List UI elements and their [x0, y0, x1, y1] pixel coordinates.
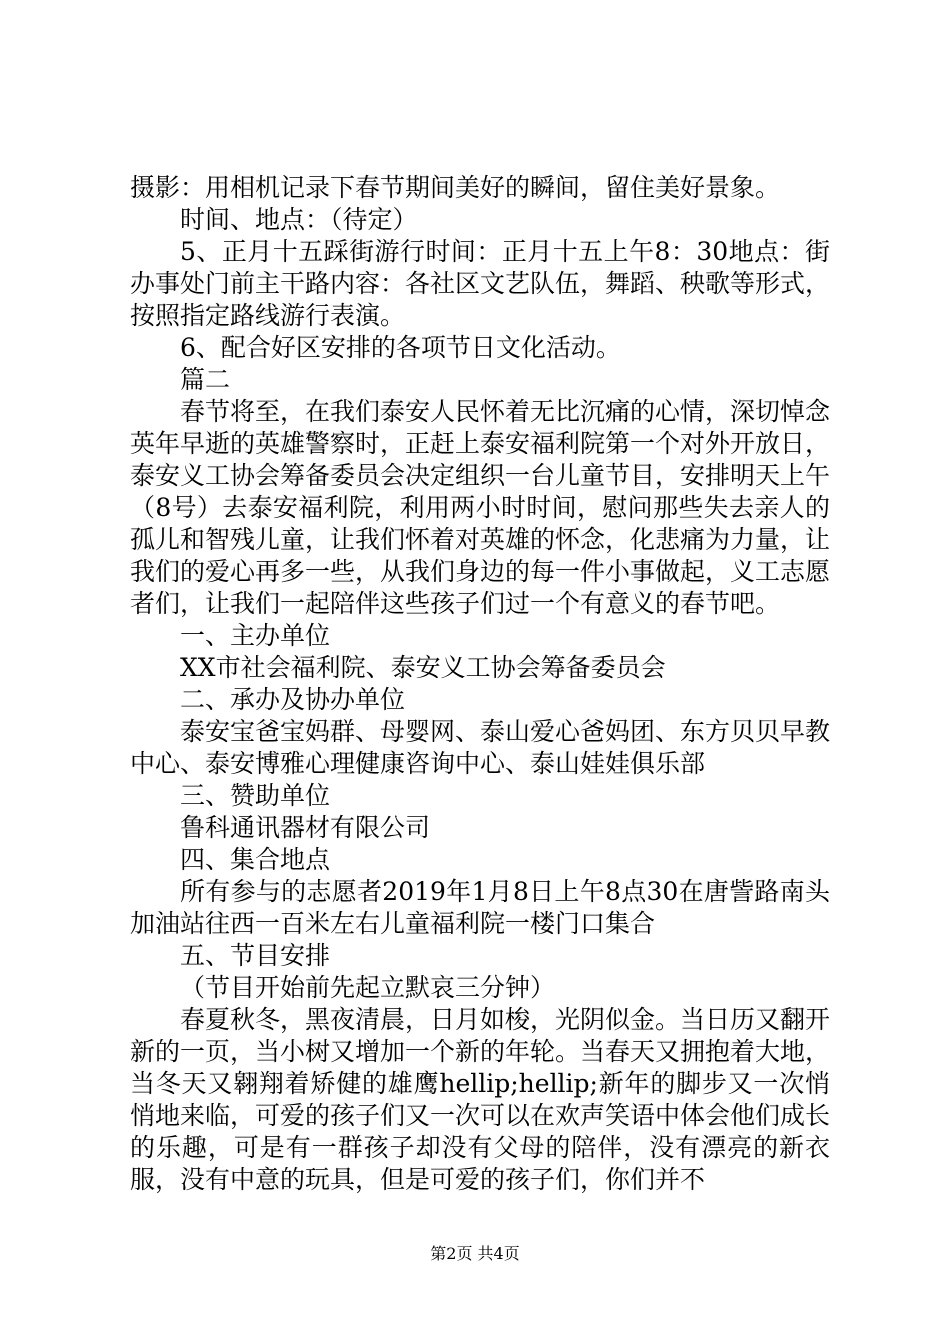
heading-program: 五、节目安排 [180, 941, 331, 970]
paragraph-organizer: XX市社会福利院、泰安义工协会筹备委员会 [180, 653, 666, 682]
heading-co-organizers: 二、承办及协办单位 [180, 685, 406, 714]
paragraph-district-activities: 6、配合好区安排的各项节日文化活动。 [180, 333, 621, 362]
paragraph-opening-speech: 春夏秋冬，黑夜清晨，日月如梭，光阴似金。当日历又翻开新的一页，当小树又增加一个新的年轮。当春天又拥抱着大地，当冬天又翱翔着矫健的雄鹰hellip;hellip;新年的脚步又一次悄悄地来临，可爱的孩子们又一次可以在欢声笑语中体会他们成长的乐趣，可是有一群孩子却没有父母的陪伴，没有漂亮的新衣服，没有中意的玩具，但是可爱的孩子们，你们并不 [130, 1005, 831, 1194]
heading-sponsor: 三、赞助单位 [180, 781, 331, 810]
page-number-footer: 第2页 共4页 [430, 1244, 520, 1263]
paragraph-intro: 春节将至，在我们泰安人民怀着无比沉痛的心情，深切悼念英年早逝的英雄警察时，正赶上泰安福利院第一个对外开放日，泰安义工协会筹备委员会决定组织一台儿童节目，安排明天上午（8号）去泰安福利院，利用两小时时间，慰问那些失去亲人的孤儿和智残儿童，让我们怀着对英雄的怀念，化悲痛为力量，让我们的爱心再多一些，从我们身边的每一件小事做起，义工志愿者们，让我们一起陪伴这些孩子们过一个有意义的春节吧。 [130, 397, 831, 618]
paragraph-parade: 5、正月十五踩街游行时间：正月十五上午8：30地点：街办事处门前主干路内容：各社区文艺队伍，舞蹈、秧歌等形式，按照指定路线游行表演。 [130, 237, 831, 330]
paragraph-time-location: 时间、地点：（待定） [180, 205, 418, 234]
heading-meeting-place: 四、集合地点 [180, 845, 331, 874]
document-body [130, 172, 830, 1196]
paragraph-photography: 摄影：用相机记录下春节期间美好的瞬间，留住美好景象。 [130, 173, 781, 202]
paragraph-sponsor: 鲁科通讯器材有限公司 [180, 813, 431, 842]
section-heading-part-two: 篇二 [180, 365, 231, 394]
paragraph-meeting-place: 所有参与的志愿者2019年1月8日上午8点30在唐訾路南头加油站往西一百米左右儿童福利院一楼门口集合 [130, 877, 830, 938]
paragraph-silence: （节目开始前先起立默哀三分钟） [180, 973, 556, 1002]
paragraph-co-organizers: 泰安宝爸宝妈群、母婴网、泰山爱心爸妈团、东方贝贝早教中心、泰安博雅心理健康咨询中心、泰山娃娃俱乐部 [130, 717, 831, 778]
heading-organizer: 一、主办单位 [180, 621, 331, 650]
